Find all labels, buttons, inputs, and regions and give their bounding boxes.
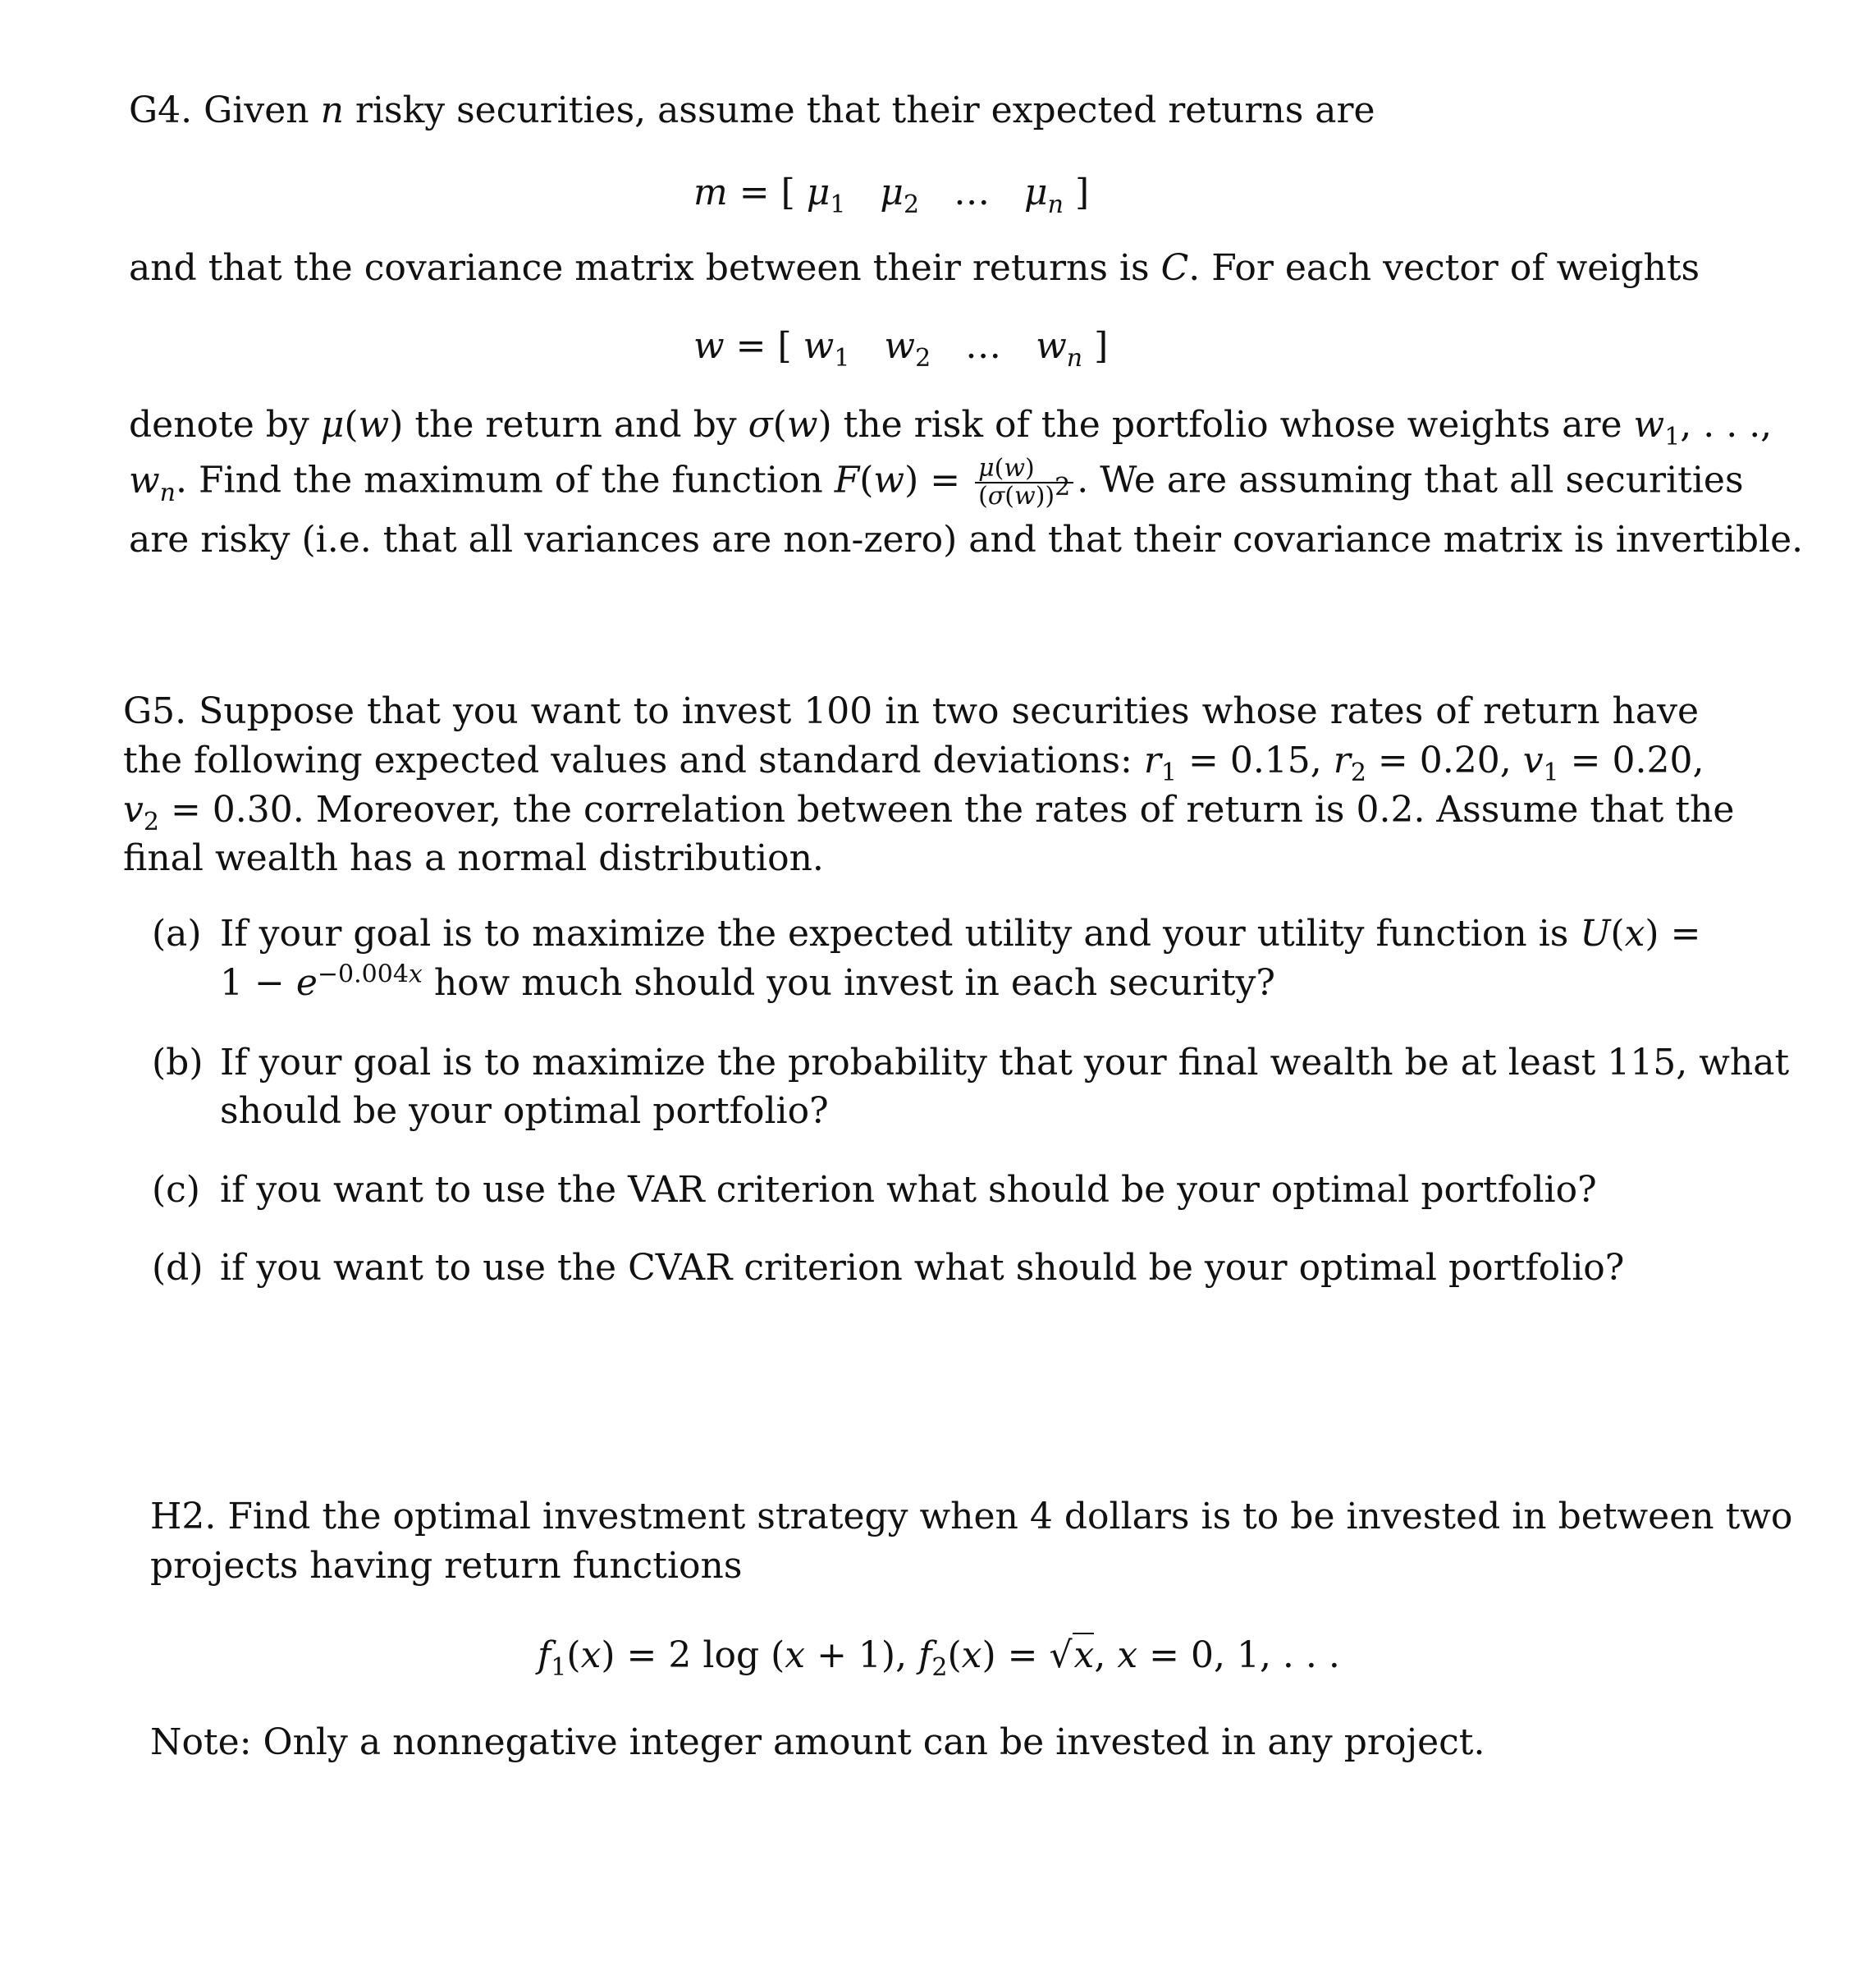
g4-equation-w: w = [ $w_1$ $w_2$ … $w_n$ ] [693,325,1109,373]
g5-line-2: the following expected values and standard deviations: $r_1 = 0.15$, $r_2 = 0.20$, $v_1 = 0.20$, [123,740,1704,787]
g5-line-3: $v_2 = 0.30$. Moreover, the correlation between the rates of return is 0.2. Assume that the [123,789,1735,836]
h2-line-1-text: Find the optimal investment strategy when 4 dollars is to be invested in between two [227,1496,1793,1537]
g5-part-d-line-1: if you want to use the CVAR criterion what should be your optimal portfolio? [220,1247,1625,1289]
g5-part-a-line-1: If your goal is to maximize the expected utility and your utility function is U(x) = [220,913,1701,955]
g5-part-b-line-1: If your goal is to maximize the probability that your final wealth be at least 115, what [220,1042,1790,1084]
g5-part-d-tag: (d) [152,1247,204,1289]
g5-part-b-tag: (b) [152,1042,204,1084]
g4-line-2: and that the covariance matrix between their returns is C. For each vector of weights [129,247,1700,289]
g5-part-c-line-1: if you want to use the VAR criterion what should be your optimal portfolio? [220,1169,1597,1211]
g4-fraction: $\frac{\mu(w)}{(\sigma(w))^2}$ [975,456,1073,510]
g5-line-1: G5. Suppose that you want to invest 100 in two securities whose rates of return have [123,690,1699,732]
h2-line-2: projects having return functions [150,1545,743,1587]
g5-line-4: final wealth has a normal distribution. [123,837,824,879]
g5-part-a-line-2: $1 - e^{-0.004x}$ how much should you invest in each security? [220,960,1275,1004]
g4-equation-m: m = [ $\mu_1$ $\mu_2$ … $\mu_n$ ] [693,172,1090,219]
g4-line-1: G4. Given n risky securities, assume that their expected returns are [129,89,1375,131]
g5-part-b-line-2: should be your optimal portfolio? [220,1090,829,1132]
g4-line-3: denote by μ(w) the return and by σ(w) the risk of the portfolio whose weights are $w_1$, . . ., [129,404,1773,451]
g5-part-a-tag: (a) [152,913,202,955]
h2-label: H2. [150,1496,217,1537]
g4-line-5: are risky (i.e. that all variances are non-zero) and that their covariance matrix is invertible. [129,519,1804,561]
h2-equation: $f_1(x) = 2$ log (x + 1), $f_2(x) = √x$, x = 0, 1, . . . [538,1634,1340,1682]
h2-line-1 [150,1492,1793,1542]
g4-line-4: $w_n$. Find the maximum of the function F(w) = $\frac{\mu(w)}{(\sigma(w))^2}$ . We are assuming that all securities [129,454,1744,511]
g5-part-c-tag: (c) [152,1169,200,1211]
h2-note: Note: Only a nonnegative integer amount can be invested in any project. [150,1721,1485,1763]
